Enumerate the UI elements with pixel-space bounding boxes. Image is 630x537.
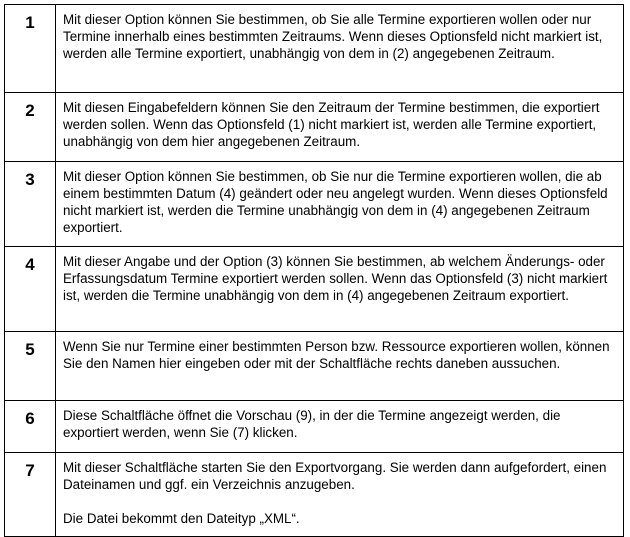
- table-row: [5, 93, 624, 162]
- row-number: 4: [5, 247, 56, 332]
- table-row: [5, 401, 624, 453]
- row-text: Mit dieser Schaltfläche starten Sie den Exportvorgang. Sie werden dann aufgefordert, einen Dateinamen und ggf. ein Verzeichnis anzugeben.: [63, 460, 607, 492]
- row-number: 1: [5, 5, 56, 93]
- row-description: [56, 162, 624, 247]
- row-number: 6: [5, 401, 56, 453]
- row-number: 3: [5, 162, 56, 247]
- table-row: [5, 247, 624, 332]
- table-row: [5, 162, 624, 247]
- row-description: [56, 5, 624, 93]
- row-description: [56, 247, 624, 332]
- row-description: [56, 401, 624, 453]
- row-text: Mit dieser Option können Sie bestimmen, ob Sie alle Termine exportieren wollen oder nur Termine innerhalb eines bestimmten Zeitraums. Wenn dieses Optionsfeld nicht markiert ist, werden alle Termine exportiert, unabhängig von dem in (2) angegebenen Zeitraum.: [63, 12, 603, 61]
- table-row: [5, 332, 624, 401]
- row-number: 5: [5, 332, 56, 401]
- row-number: 7: [5, 453, 56, 537]
- row-text-note: Die Datei bekommt den Dateityp „XML“.: [63, 511, 300, 526]
- table-row: [5, 5, 624, 93]
- row-text: Mit dieser Angabe und der Option (3) können Sie bestimmen, ab welchem Änderungs- oder Erfassungsdatum Termine exportiert werden sollen. Wenn das Optionsfeld (3) nicht markiert ist, werden die Termine unabhängig von dem in (4) angegebenen Zeitraum exportiert.: [63, 254, 608, 303]
- row-description: [56, 93, 624, 162]
- row-text: Wenn Sie nur Termine einer bestimmten Person bzw. Ressource exportieren wollen, können Sie den Namen hier eingeben oder mit der Schaltfläche rechts daneben aussuchen.: [63, 339, 610, 371]
- row-description: [56, 332, 624, 401]
- row-text: Diese Schaltfläche öffnet die Vorschau (9), in der die Termine angezeigt werden, die exportiert werden, wenn Sie (7) klicken.: [63, 408, 561, 440]
- row-number: 2: [5, 93, 56, 162]
- row-text: Mit dieser Option können Sie bestimmen, ob Sie nur die Termine exportieren wollen, die ab einem bestimmten Datum (4) geändert oder neu angelegt wurden. Wenn dieses Optionsfeld nicht markiert ist, werden die Termine unabhängig von dem in (4) angegebenen Zeitraum exportiert.: [63, 169, 608, 235]
- row-text: Mit diesen Eingabefeldern können Sie den Zeitraum der Termine bestimmen, die exportiert werden sollen. Wenn das Optionsfeld (1) nicht markiert ist, werden alle Termine exportiert, unabhängig von dem hier angegebenen Zeitraum.: [63, 100, 600, 149]
- description-table: [4, 4, 624, 537]
